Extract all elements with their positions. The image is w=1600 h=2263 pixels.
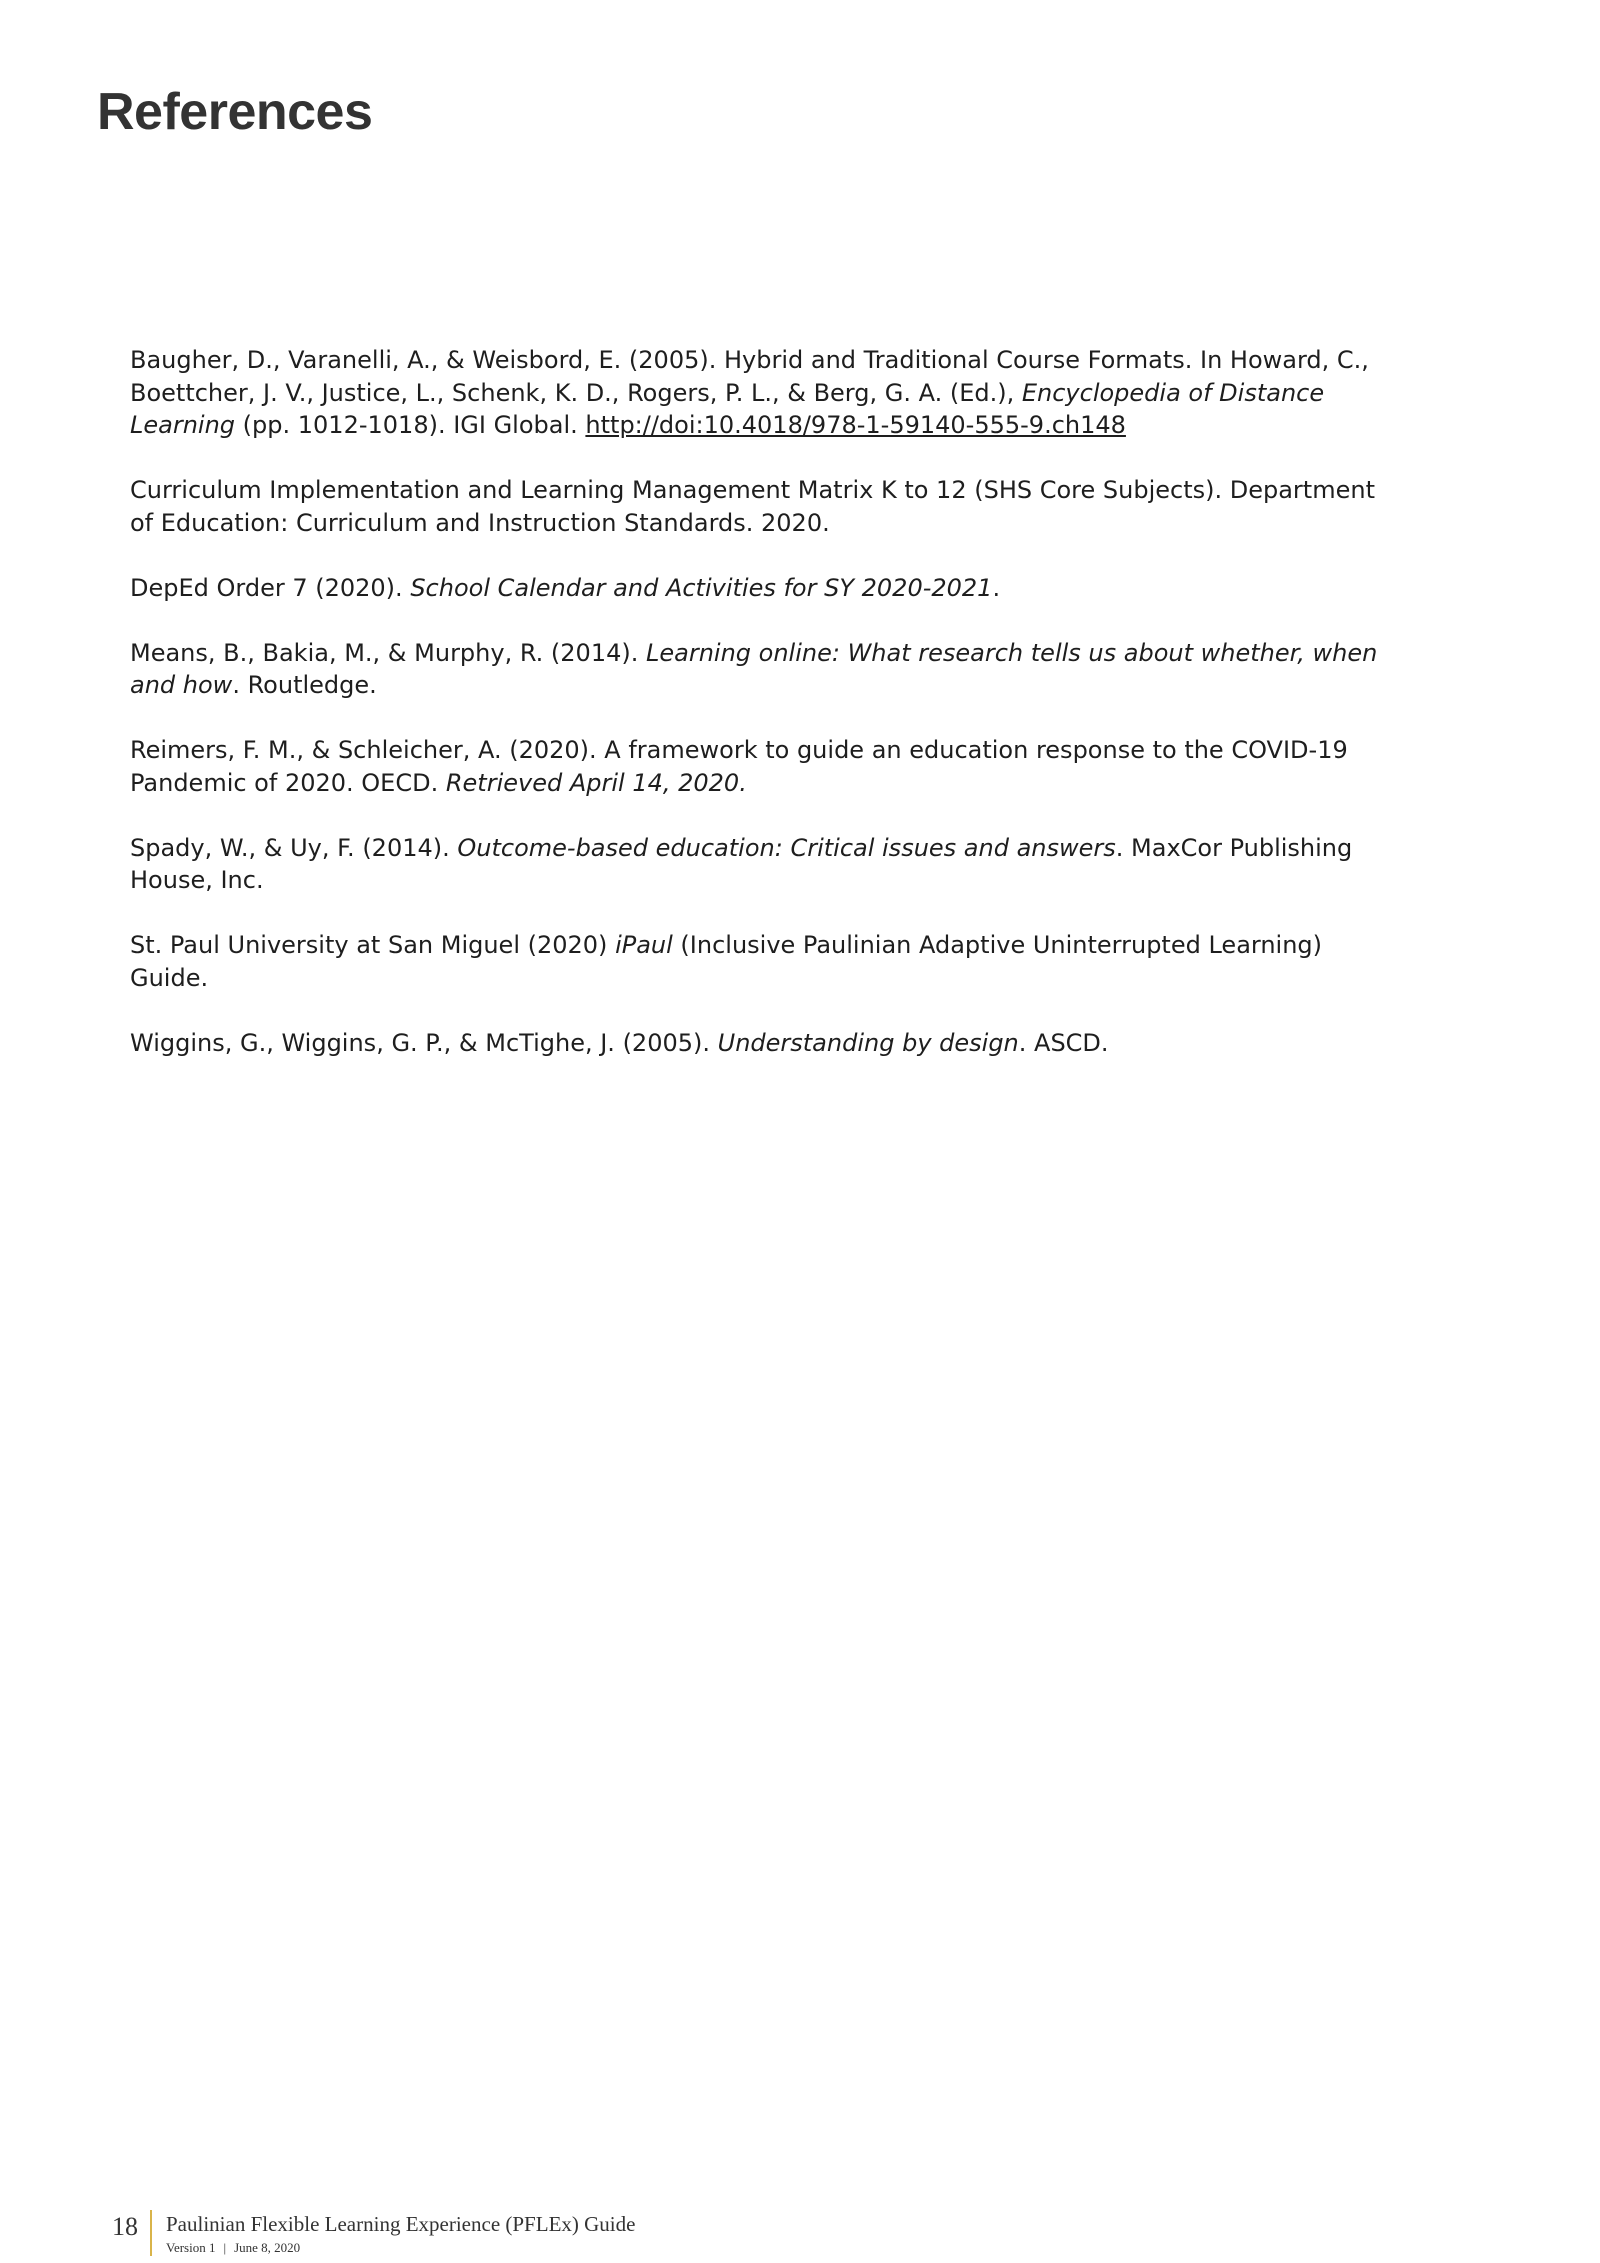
reference-text: Spady, W., & Uy, F. (2014).	[130, 833, 458, 862]
reference-title: Retrieved April 14, 2020.	[445, 768, 747, 797]
reference-title: iPaul	[615, 931, 673, 959]
reference-text: (pp. 1012-1018). IGI Global.	[235, 411, 586, 439]
footer-meta	[166, 2240, 300, 2256]
reference-text: . Routledge.	[232, 671, 377, 699]
footer-separator: |	[223, 2240, 227, 2255]
footer-version: Version 1	[166, 2240, 216, 2255]
reference-text: . ASCD.	[1018, 1028, 1109, 1057]
reference-text: Means, B., Bakia, M., & Murphy, R. (2014).	[130, 638, 646, 667]
reference-text: .	[992, 573, 1001, 602]
reference-text: Reimers, F. M., & Schleicher, A. (2020). A framework to guide an education response to the COVID-19 Pandemic of 2020. OECD.	[130, 736, 1348, 797]
reference-entry	[130, 734, 1380, 799]
reference-entry	[130, 637, 1380, 702]
page-title: References	[97, 83, 373, 141]
reference-title: Understanding by design	[717, 1028, 1019, 1057]
reference-text: (Inclusive Paulinian Adaptive Uninterrupted Learning) Guide.	[130, 931, 1323, 992]
footer-date: June 8, 2020	[234, 2240, 301, 2255]
reference-title: Encyclopedia of Distance Learning	[130, 378, 1325, 439]
reference-doi-link[interactable]: http://doi:10.4018/978-1-59140-555-9.ch148	[585, 411, 1126, 439]
reference-title: School Calendar and Activities for SY 2020-2021	[410, 573, 993, 602]
reference-text: Curriculum Implementation and Learning Management Matrix K to 12 (SHS Core Subjects). Department of Education: Curriculum and Instruction Standards. 2020.	[130, 476, 1375, 537]
reference-text: St. Paul University at San Miguel (2020)	[130, 931, 616, 959]
reference-text: Baugher, D., Varanelli, A., & Weisbord, E. (2005). Hybrid and Traditional Course Formats. In Howard, C., Boettcher, J. V., Justice, L., Schenk, K. D., Rogers, P. L., & Berg, G. A. (Ed.),	[130, 346, 1369, 407]
reference-title: Learning online: What research tells us about whether, when and how	[130, 638, 1378, 699]
reference-text: DepEd Order 7 (2020).	[130, 573, 411, 602]
reference-entry	[130, 572, 1380, 605]
page-number: 18	[112, 2212, 138, 2241]
references-list	[130, 344, 1380, 1092]
reference-title: Outcome-based education: Critical issues and answers	[457, 833, 1116, 862]
reference-text: . MaxCor Publishing House, Inc.	[130, 833, 1353, 894]
reference-text: Wiggins, G., Wiggins, G. P., & McTighe, J. (2005).	[130, 1028, 718, 1057]
reference-entry	[130, 474, 1380, 539]
reference-entry	[130, 929, 1380, 994]
reference-entry	[130, 1027, 1380, 1060]
reference-entry	[130, 344, 1380, 442]
footer-document-title: Paulinian Flexible Learning Experience (PFLEx) Guide	[166, 2212, 636, 2236]
footer-divider	[150, 2210, 152, 2256]
reference-entry	[130, 832, 1380, 897]
